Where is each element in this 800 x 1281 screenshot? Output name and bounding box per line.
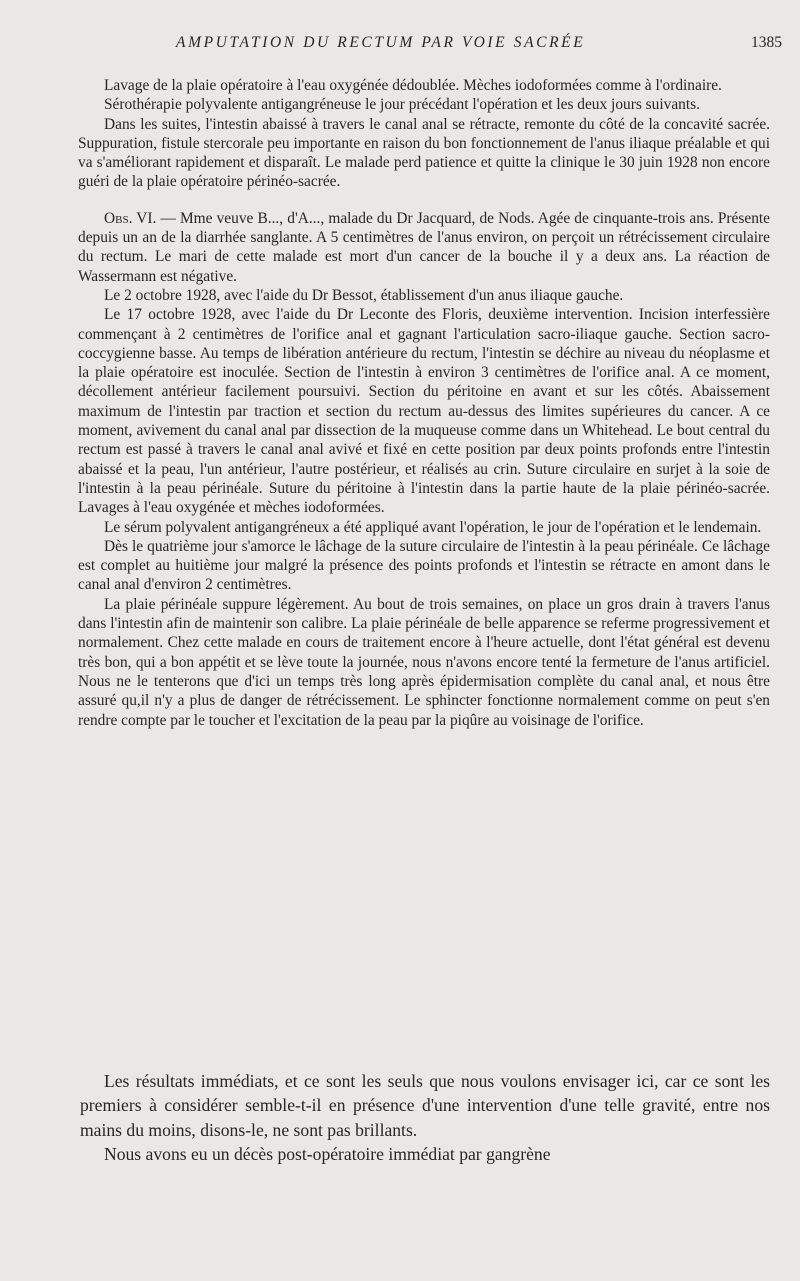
case-v-paragraph: Sérothérapie polyvalente antigangréneuse le jour précédant l'opération et les deux jours suivants. <box>104 96 700 114</box>
case-vi-intro-text: — Mme veuve B..., d'A..., malade du Dr Jacquard, de Nods. Agée de cinquante-trois ans. Présente depuis un an de la diarrhée sanglante. A 5 centimètres de l'anus environ, on perçoit un rétrécissement circulaire du rectum. Le mari de cette malade est mort d'un cancer de la bouche il y a deux ans. La réaction de Wassermann est négative. <box>78 209 771 285</box>
case-v-paragraph: Dans les suites, l'intestin abaissé à travers le canal anal se rétracte, remonte du côté de la concavité sacrée. Suppuration, fistule stercorale peu importante en raison du bon fonctionnement de l'anus iliaque préalable et qui va s'améliorant rapidement et disparaît. Le malade perd patience et quitte la clinique le 30 juin 1928 non encore guéri de la plaie opératoire périnéo-sacrée. <box>78 115 770 191</box>
case-vi-paragraph: Le sérum polyvalent antigangréneux a été appliqué avant l'opération, le jour de l'opération et le lendemain. <box>104 518 762 536</box>
page-number: 1385 <box>751 34 782 51</box>
case-notes <box>78 76 770 730</box>
running-title: AMPUTATION DU RECTUM PAR VOIE SACRÉE <box>176 34 586 51</box>
results-paragraph: Nous avons eu un décès post-opératoire immédiat par gangrène <box>104 1144 551 1165</box>
case-vi-paragraph: Le 17 octobre 1928, avec l'aide du Dr Leconte des Floris, deuxième intervention. Incision interfessière commençant à 2 centimètres de l'orifice anal et gagnant l'articulation sacro-iliaque gauche. Section sacro-coccygienne basse. Au temps de libération antérieure du rectum, l'intestin se déchire au niveau du néoplasme et la plaie opératoire est inoculée. Section de l'intestin à environ 3 centimètres de l'orifice anal. A ce moment, décollement antérieur facilement poursuivi. Section du péritoine en avant et sur les côtés. Abaissement maximum de l'intestin par traction et section du rectum au-dessus des limites supérieures du cancer. A ce moment, avivement du canal anal par dissection de la muqueuse comme dans un Whitehead. Le bout central du rectum est passé à travers le canal anal avivé et fixé en cette position par deux points profonds entre l'intestin abaissé et la peau, l'un antérieur, l'autre postérieur, et réalisés au crin. Suture circulaire en surjet à la soie de l'intestin à la peau périnéale. Suture du péritoine à l'intestin dans la partie haute de la plaie périnéo-sacrée. Lavages à l'eau oxygénée et mèches iodoformées. <box>78 306 770 517</box>
case-vi-paragraph: La plaie périnéale suppure légèrement. Au bout de trois semaines, on place un gros drain à travers l'anus dans l'intestin afin de maintenir son calibre. La plaie périnéale de belle apparence se referme progressivement et normalement. Chez cette malade en cours de traitement encore à l'heure actuelle, dont l'état général est devenu très bon, qui a bon appétit et se lève toute la journée, nous n'avons encore tenté la fermeture de l'anus artificiel. Nous ne le tenterons que d'ici un temps très long après épidermisation complète du canal anal, et nous être assuré qu,il n'y a plus de danger de rétrécissement. Le sphincter fonctionne normalement comme on peut s'en rendre compte par le toucher et l'excitation de la peau par la piqûre au voisinage de l'orifice. <box>78 595 770 729</box>
case-vi-paragraph: Le 2 octobre 1928, avec l'aide du Dr Bessot, établissement d'un anus iliaque gauche. <box>104 286 624 304</box>
case-vi-intro <box>78 209 770 286</box>
observation-label: Obs. VI. <box>104 209 157 227</box>
page-header <box>0 34 800 58</box>
results-paragraph: Les résultats immédiats, et ce sont les seuls que nous voulons envisager ici, car ce sont les premiers à considérer semble-t-il en présence d'une intervention d'une telle gravité, entre nos mains du moins, disons-le, ne sont pas brillants. <box>80 1071 770 1140</box>
results-section <box>80 1069 770 1167</box>
case-v-paragraph: Lavage de la plaie opératoire à l'eau oxygénée dédoublée. Mèches iodoformées comme à l'ordinaire. <box>104 77 722 94</box>
case-vi-paragraph: Dès le quatrième jour s'amorce le lâchage de la suture circulaire de l'intestin à la peau périnéale. Ce lâchage est complet au huitième jour malgré la présence des points profonds et l'intestin se rétracte en amont dans le canal anal d'environ 2 centimètres. <box>78 537 770 594</box>
